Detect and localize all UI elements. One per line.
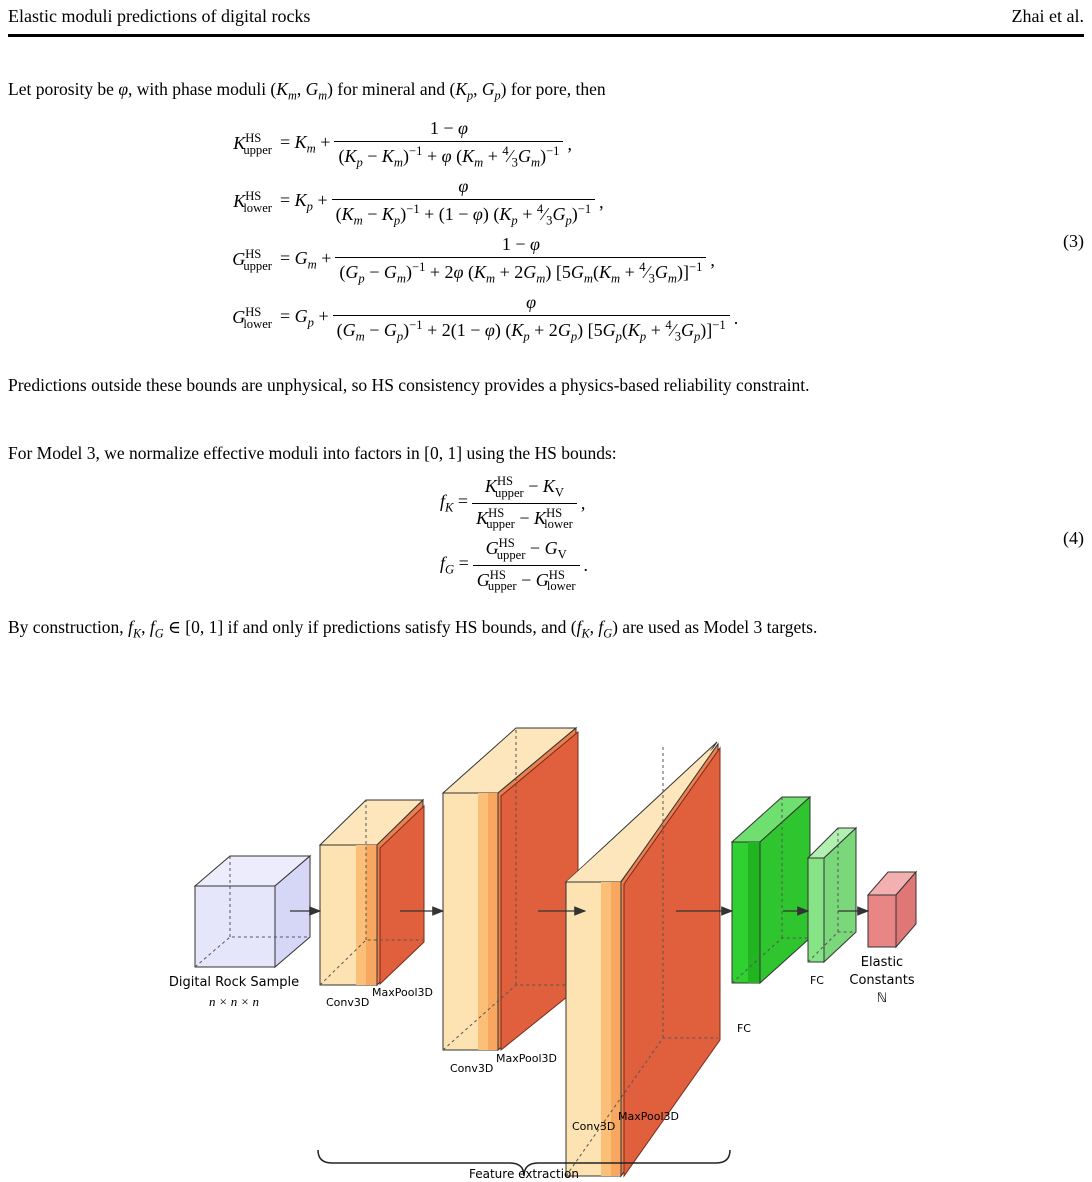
output-block bbox=[868, 872, 916, 947]
conv-label-2: Conv3D bbox=[450, 1062, 494, 1075]
equation-4-number: (4) bbox=[1063, 528, 1084, 548]
eq4-row-fk: $f_K$ = $\frac{K^{HS}_{upper} - K_V}{K^{HS}_{upper} - K^{HS}_{lower}}$ , bbox=[440, 474, 586, 532]
construction-paragraph: By construction, $f_K$, $f_G$ ∈ [0, 1] if and only if predictions satisfy HS bounds, and ($f_K$, $f_G$) are used as Model 3 targets. bbox=[8, 617, 818, 641]
fc-label-1: FC bbox=[736, 1022, 752, 1035]
eq3-row-g-lower: $G^{HS}_{lower}$ = $G_p$ + $\frac{\varphi}{(G_m - G_p)^{-1} + 2(1 - \varphi) (K_p + 2G_p) [5G_p(K_p + ^4⁄_3G_p)]^{-1}}$ . bbox=[232, 292, 739, 344]
conv-block-2 bbox=[443, 728, 578, 1050]
fc-block-2 bbox=[808, 828, 856, 962]
fc-block-1 bbox=[732, 797, 810, 983]
eq4-row-fg: $f_G$ = $\frac{G^{HS}_{upper} - G_V}{G^{HS}_{upper} - G^{HS}_{lower}}$ . bbox=[440, 536, 589, 594]
feature-extraction-label: Feature extraction bbox=[468, 1167, 580, 1181]
pool-label-3: MaxPool3D bbox=[618, 1110, 679, 1123]
running-header bbox=[8, 0, 1084, 37]
conv-label-3: Conv3D bbox=[572, 1120, 616, 1133]
pool-label-1: MaxPool3D bbox=[372, 986, 433, 999]
eq3-row-k-lower: $K^{HS}_{lower}$ = $K_p$ + $\frac{\varphi}{(K_m - K_p)^{-1} + (1 - \varphi) (K_p + ^4⁄_3G_p)^{-1}}$ , bbox=[233, 176, 604, 228]
header-title: Elastic moduli predictions of digital rocks bbox=[8, 6, 311, 26]
intro-paragraph: Let porosity be φ, with phase moduli ($K_m$, $G_m$) for mineral and ($K_p$, $G_p$) for pore, then bbox=[8, 79, 606, 103]
cnn-architecture-diagram bbox=[0, 660, 1092, 1182]
conv-label-1: Conv3D bbox=[326, 996, 370, 1009]
after-eq3-paragraph: Predictions outside these bounds are unphysical, so HS consistency provides a physics-based reliability constraint. bbox=[8, 375, 810, 395]
eq3-row-k-upper: $K^{HS}_{upper}$ = $K_m$ + $\frac{1 - \varphi}{(K_p - K_m)^{-1} + \varphi (K_m + ^4⁄_3G_m)^{-1}}$ , bbox=[233, 118, 572, 170]
header-authors: Zhai et al. bbox=[1011, 6, 1084, 26]
fc-label-2: FC bbox=[809, 974, 825, 987]
output-symbol: ℕ bbox=[876, 991, 888, 1006]
input-dimensions: n × n × n bbox=[208, 994, 260, 1009]
model3-paragraph: For Model 3, we normalize effective moduli into factors in [0, 1] using the HS bounds: bbox=[8, 443, 617, 463]
eq3-row-g-upper: $G^{HS}_{upper}$ = $G_m$ + $\frac{1 - \varphi}{(G_p - G_m)^{-1} + 2\varphi (K_m + 2G_m) [5G_m(K_m + ^4⁄_3G_m)]^{-1}}$ , bbox=[232, 234, 715, 286]
pool-label-2: MaxPool3D bbox=[496, 1052, 557, 1065]
conv-block-1 bbox=[320, 800, 424, 985]
equation-3-number: (3) bbox=[1063, 231, 1084, 251]
input-label: Digital Rock Sample bbox=[168, 975, 300, 990]
output-label-line1: Elastic bbox=[860, 955, 904, 970]
output-label-line2: Constants bbox=[849, 973, 915, 988]
